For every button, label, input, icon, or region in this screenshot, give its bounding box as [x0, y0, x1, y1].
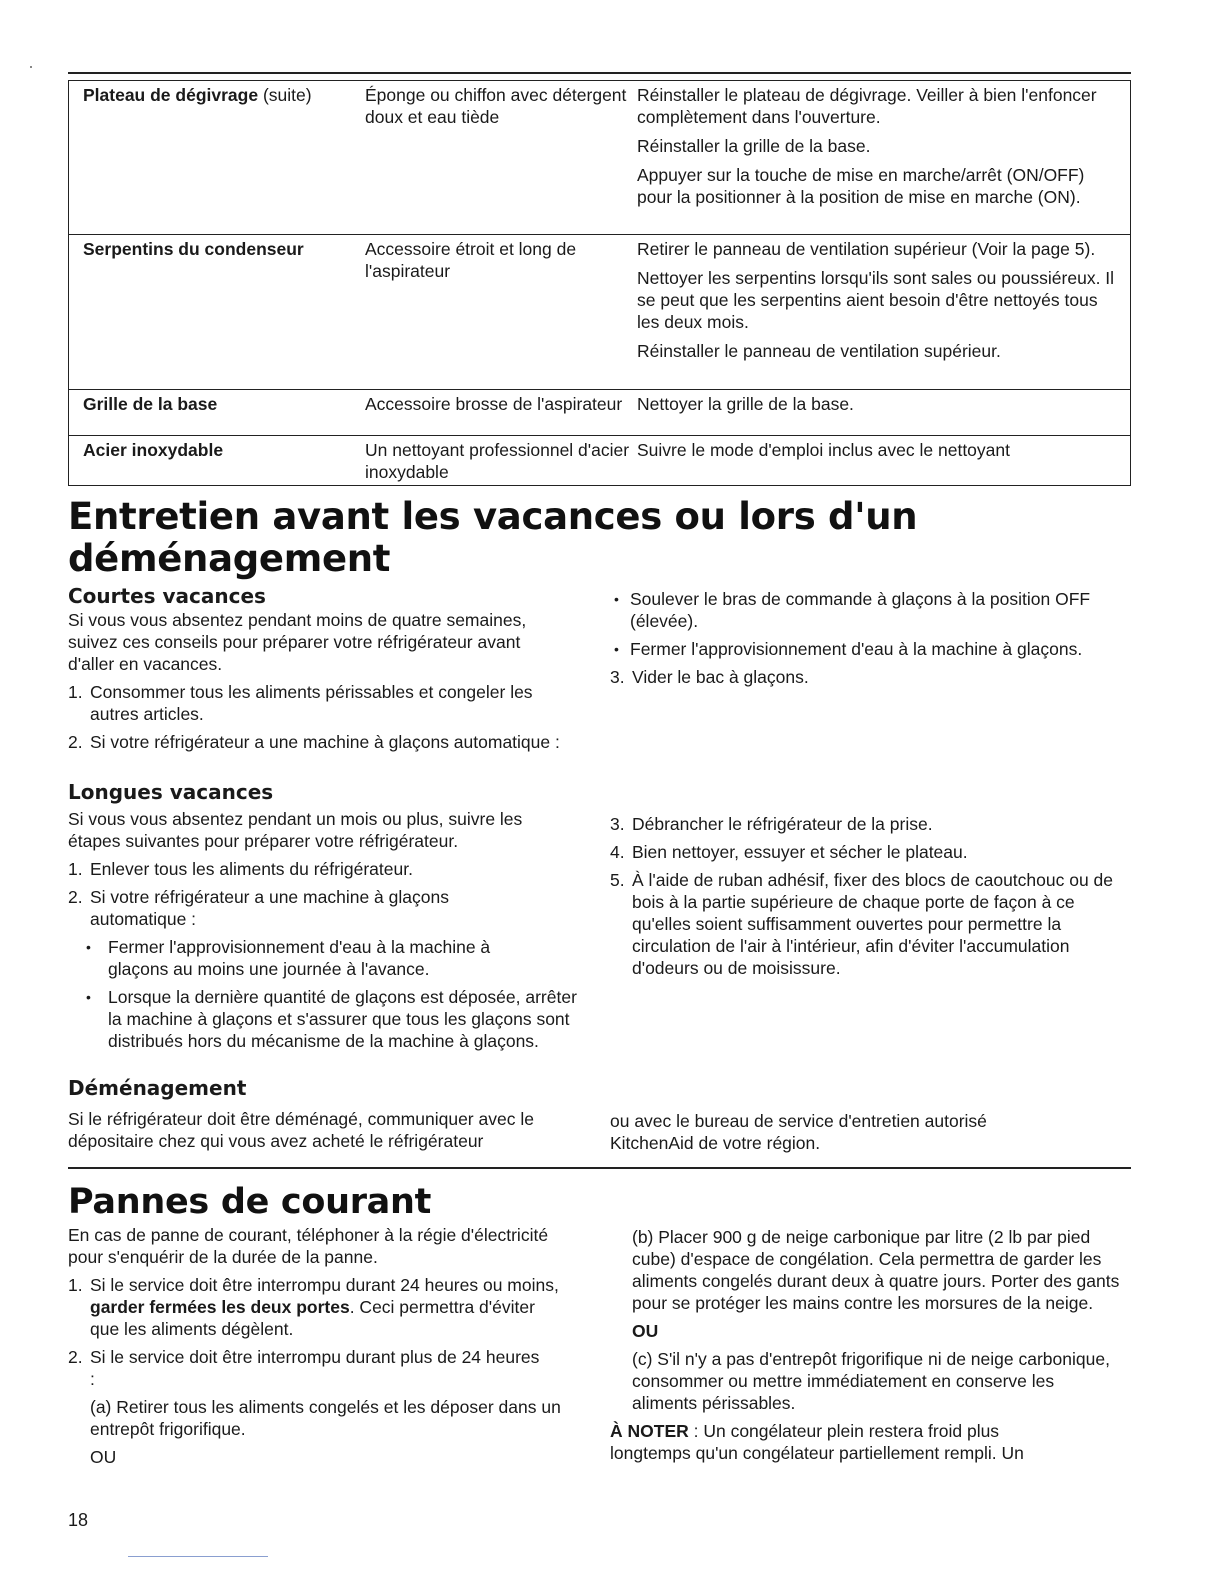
- cleaning-table: [68, 80, 1131, 486]
- list-item: 5. À l'aide de ruban adhésif, fixer des blocs de caoutchouc ou de bois à la partie supérieure de chaque porte de façon à ce qu'elles soient suffisamment ouvertes pour permettre la circulation de l'air à l'intérieur, afin d'éviter l'accumulation d'odeurs ou de moisissure.: [610, 870, 1114, 978]
- page-number: 18: [68, 1510, 89, 1530]
- power-outage-right: [610, 1226, 1120, 1464]
- long-vacation-heading: Longues vacances: [68, 780, 274, 804]
- tool-cell: Éponge ou chiffon avec détergent doux et eau tiède: [365, 85, 627, 127]
- list-item: • Lorsque la dernière quantité de glaçons est déposée, arrêter la machine à glaçons et s'assurer que tous les glaçons sont distribués hors du mécanisme de la machine à glaçons.: [68, 986, 588, 1052]
- table-row: [69, 436, 1131, 486]
- list-item: 2. Si votre réfrigérateur a une machine à glaçons automatique :: [68, 887, 449, 929]
- power-outage-title: Pannes de courant: [68, 1182, 432, 1222]
- short-vacation-intro: Si vous vous absentez pendant moins de quatre semaines, suivez ces conseils pour préparer votre réfrigérateur avant d'aller en vacances.: [68, 610, 527, 674]
- option-a: (a) Retirer tous les aliments congelés et les déposer dans un entrepôt frigorifique.: [90, 1397, 561, 1439]
- table-row: [69, 81, 1131, 235]
- short-vacation-left: [68, 609, 568, 759]
- list-item: 1. Enlever tous les aliments du réfrigérateur.: [68, 859, 413, 879]
- option-c: (c) S'il n'y a pas d'entrepôt frigorifique ni de neige carbonique, consommer ou mettre immédiatement en conserve les aliments périssables.: [632, 1349, 1110, 1413]
- list-item: 3. Débrancher le réfrigérateur de la prise.: [610, 814, 933, 834]
- power-outage-left: [68, 1224, 568, 1474]
- tool-cell: Accessoire étroit et long de l'aspirateur: [365, 239, 577, 281]
- or-label: OU: [632, 1321, 659, 1341]
- part-cell: Acier inoxydable: [83, 440, 224, 460]
- long-vacation-right: [610, 813, 1130, 985]
- list-item: • Fermer l'approvisionnement d'eau à la machine à glaçons.: [610, 638, 1120, 660]
- moving-text-left: Si le réfrigérateur doit être déménagé, communiquer avec le dépositaire chez qui vous avez acheté le réfrigérateur: [68, 1109, 534, 1151]
- option-b: (b) Placer 900 g de neige carbonique par litre (2 lb par pied cube) d'espace de congélation. Cela permettra de garder les aliments congelés durant deux à quatre jours. Porter des gants pour se protéger les mains contre les morsures de la neige.: [632, 1227, 1120, 1313]
- list-item: • Fermer l'approvisionnement d'eau à la machine à glaçons au moins une journée à l'avance.: [68, 936, 548, 980]
- long-vacation-left: [68, 808, 588, 1058]
- or-label: OU: [90, 1447, 117, 1467]
- steps-cell: Réinstaller le plateau de dégivrage. Veiller à bien l'enfoncer complètement dans l'ouverture. Réinstaller la grille de la base. Appuyer sur la touche de mise en marche/arrêt (ON/OFF) pour la positionner à la position de mise en marche (ON).: [637, 85, 1097, 207]
- short-vacation-heading: Courtes vacances: [68, 584, 266, 608]
- steps-cell: Suivre le mode d'emploi inclus avec le nettoyant: [637, 440, 1010, 460]
- long-vacation-intro: Si vous vous absentez pendant un mois ou plus, suivre les étapes suivantes pour préparer votre réfrigérateur.: [68, 809, 523, 851]
- list-item: 1. Si le service doit être interrompu durant 24 heures ou moins, garder fermées les deux portes. Ceci permettra d'éviter que les aliments dégèlent.: [68, 1275, 559, 1339]
- part-cell: Grille de la base: [83, 394, 218, 414]
- steps-cell: Retirer le panneau de ventilation supérieur (Voir la page 5). Nettoyer les serpentins lorsqu'ils sont sales ou poussiéreux. Il se peut que les serpentins aient besoin d'être nettoyés tous les deux mois. Réinstaller le panneau de ventilation supérieur.: [637, 239, 1115, 361]
- steps-cell: Nettoyer la grille de la base.: [637, 394, 854, 414]
- list-item: 1. Consommer tous les aliments périssables et congeler les autres articles.: [68, 682, 533, 724]
- section-divider: [68, 1167, 1131, 1169]
- moving-heading: Déménagement: [68, 1076, 247, 1100]
- list-item: 4. Bien nettoyer, essuyer et sécher le plateau.: [610, 842, 968, 862]
- list-item: 3. Vider le bac à glaçons.: [610, 667, 809, 687]
- table-row: [69, 235, 1131, 390]
- table-row: [69, 390, 1131, 436]
- list-item: • Soulever le bras de commande à glaçons à la position OFF (élevée).: [610, 588, 1120, 632]
- tool-cell: Accessoire brosse de l'aspirateur: [365, 394, 623, 414]
- scan-dot: [30, 66, 32, 68]
- footer-rule: [128, 1556, 268, 1557]
- moving-text-right: ou avec le bureau de service d'entretien autorisé KitchenAid de votre région.: [610, 1111, 987, 1153]
- part-cell: Plateau de dégivrage (suite): [83, 85, 312, 105]
- list-item: 2. Si votre réfrigérateur a une machine à glaçons automatique :: [68, 732, 560, 752]
- short-vacation-right: [610, 588, 1120, 694]
- tool-cell: Un nettoyant professionnel d'acier inoxydable: [365, 440, 630, 482]
- note: À NOTER : Un congélateur plein restera froid plus longtemps qu'un congélateur partiellement rempli. Un: [610, 1421, 1024, 1463]
- part-cell: Serpentins du condenseur: [83, 239, 304, 259]
- list-item: 2. Si le service doit être interrompu durant plus de 24 heures :: [68, 1347, 540, 1389]
- top-rule: [68, 72, 1131, 74]
- power-outage-intro: En cas de panne de courant, téléphoner à la régie d'électricité pour s'enquérir de la durée de la panne.: [68, 1225, 549, 1267]
- vacation-section-title: Entretien avant les vacances ou lors d'un déménagement: [68, 495, 918, 580]
